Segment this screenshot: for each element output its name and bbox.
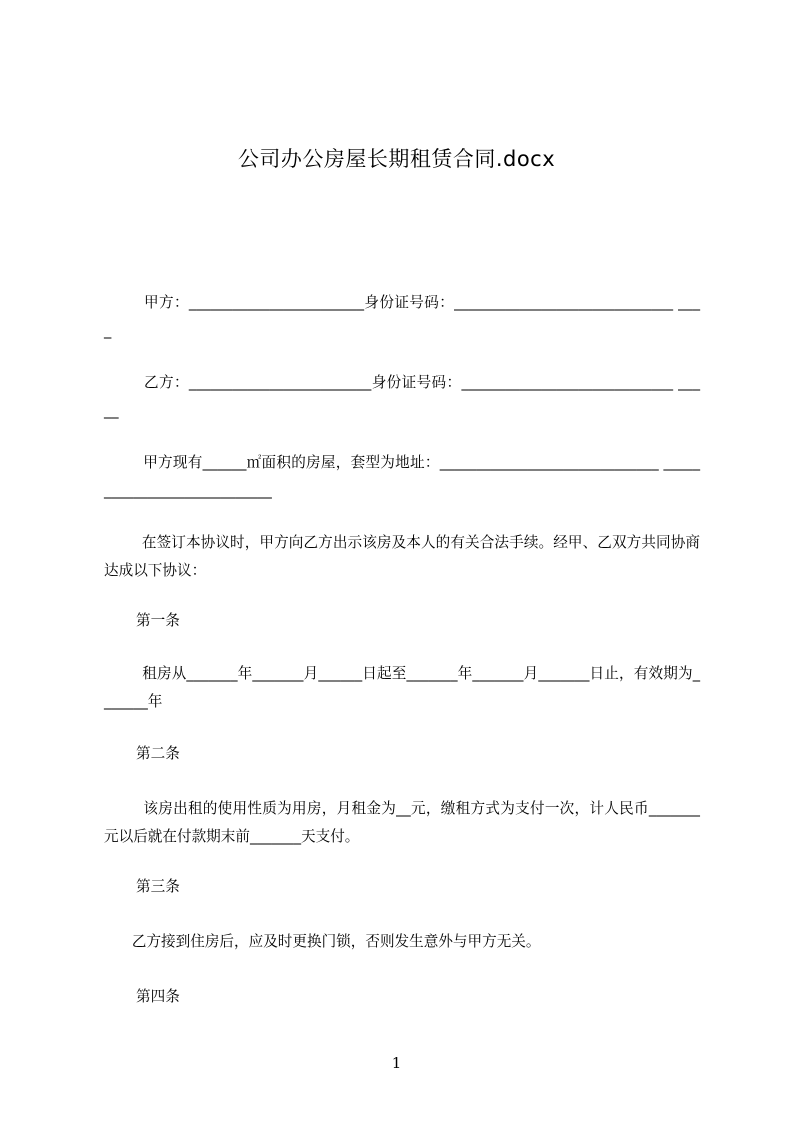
- article-1-heading: 第一条: [136, 612, 180, 629]
- page-number: 1: [391, 1054, 402, 1072]
- agreement-intro-paragraph: 在签订本协议时，甲方向乙方出示该房及本人的有关合法手续。经甲、乙双方共同协商达成以下协议：: [104, 534, 700, 579]
- party-b-line: 乙方：_________________________身份证号码：_____________________________ _____: [104, 374, 700, 419]
- article-2-body: 该房出租的使用性质为用房，月租金为__元，缴租方式为支付一次，计人民币_______元以后就在付款期末前_______天支付。: [104, 800, 700, 845]
- party-a-line: 甲方：________________________身份证号码：______________________________ ____: [104, 294, 700, 339]
- article-2-heading: 第二条: [136, 745, 180, 762]
- article-3-heading: 第三条: [136, 878, 180, 895]
- property-area-line: 甲方现有______㎡面积的房屋，套型为地址：______________________________ ____________________________: [104, 454, 700, 499]
- article-1-body: 租房从_______年_______月______日起至_______年_______月_______日止，有效期为_______年: [104, 665, 700, 710]
- document-title: 公司办公房屋长期租赁合同.docx: [237, 147, 556, 171]
- article-4-heading: 第四条: [136, 988, 180, 1005]
- article-3-body: 乙方接到住房后，应及时更换门锁，否则发生意外与甲方无关。: [104, 933, 541, 950]
